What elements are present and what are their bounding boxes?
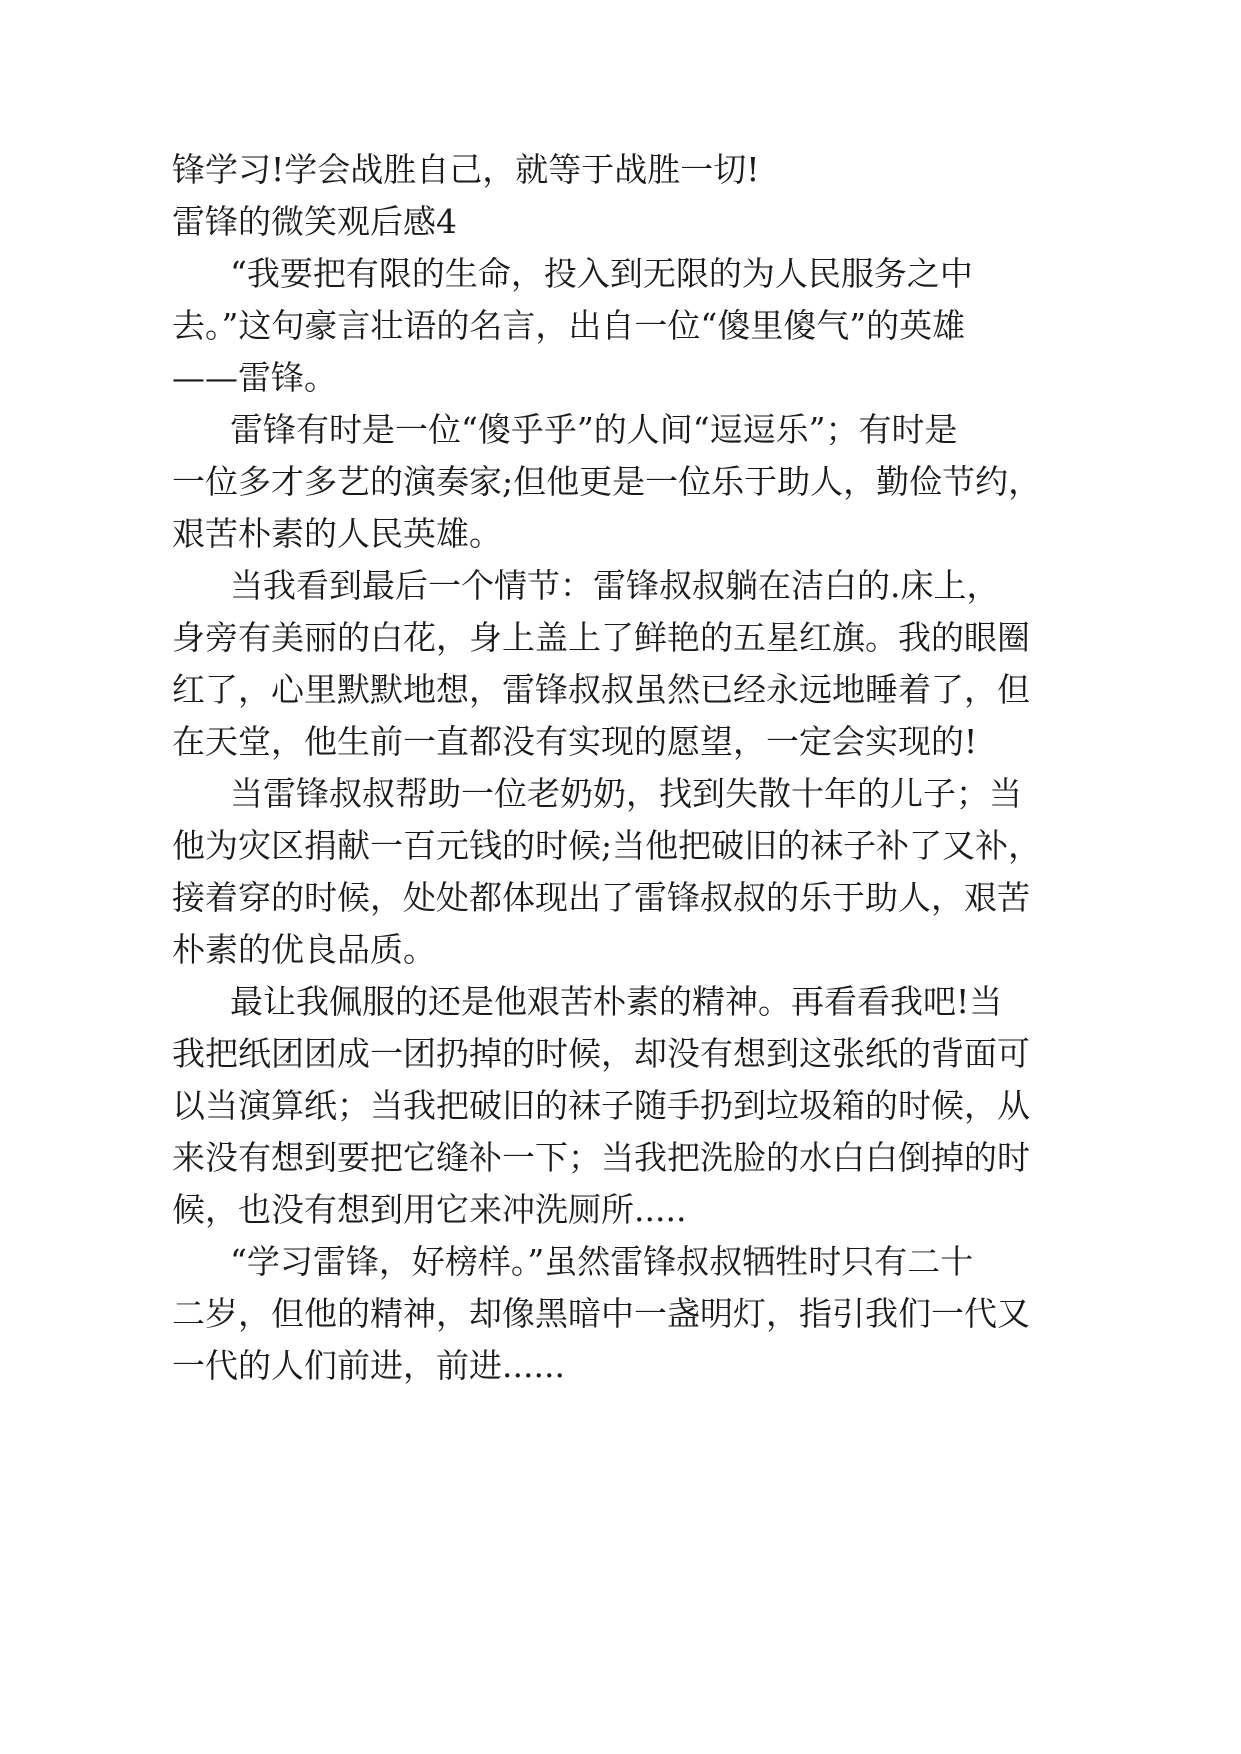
text-line (0, 722, 1241, 762)
text-line-content: 接着穿的时候，处处都体现出了雷锋叔叔的乐于助人，艰苦 (172, 878, 1030, 917)
text-line-content: 最让我佩服的还是他艰苦朴素的精神。再看看我吧!当 (230, 982, 1003, 1021)
text-line-content: 二岁，但他的精神，却像黑暗中一盏明灯，指引我们一代又 (172, 1294, 1030, 1333)
text-line (0, 618, 1241, 658)
text-line-content: 当我看到最后一个情节：雷锋叔叔躺在洁白的.床上， (230, 566, 1000, 605)
text-line (0, 982, 1241, 1022)
text-line (0, 358, 1241, 398)
text-line (0, 670, 1241, 710)
text-line-content: 一代的人们前进，前进...... (172, 1346, 565, 1385)
text-line-content: “我要把有限的生命，投入到无限的为人民服务之中 (230, 254, 973, 293)
text-line (0, 1242, 1241, 1282)
section-title (0, 202, 1241, 242)
text-line (0, 1346, 1241, 1386)
text-line (0, 566, 1241, 606)
text-line-content: “学习雷锋，好榜样。”虽然雷锋叔叔牺牲时只有二十 (230, 1242, 974, 1281)
text-line-content: ——雷锋。 (172, 358, 337, 397)
text-line-content: 当雷锋叔叔帮助一位老奶奶，找到失散十年的儿子；当 (230, 774, 1022, 813)
text-line-content: 朴素的优良品质。 (172, 930, 436, 969)
text-line (0, 306, 1241, 346)
text-line (0, 930, 1241, 970)
text-line-content: 他为灾区捐献一百元钱的时候;当他把破旧的袜子补了又补， (172, 826, 1042, 865)
text-line-content: 身旁有美丽的白花，身上盖上了鲜艳的五星红旗。我的眼圈 (172, 618, 1030, 657)
text-line-content: 红了，心里默默地想，雷锋叔叔虽然已经永远地睡着了，但 (172, 670, 1030, 709)
text-line (0, 826, 1241, 866)
text-line-content: 我把纸团团成一团扔掉的时候，却没有想到这张纸的背面可 (172, 1034, 1030, 1073)
text-line-content: 去。”这句豪言壮语的名言，出自一位“傻里傻气”的英雄 (172, 306, 966, 345)
text-line-content: 锋学习!学会战胜自己，就等于战胜一切! (172, 150, 760, 189)
text-line-content: 一位多才多艺的演奏家;但他更是一位乐于助人，勤俭节约， (172, 462, 1042, 501)
text-line (0, 410, 1241, 450)
text-line (0, 462, 1241, 502)
text-line (0, 774, 1241, 814)
text-line (0, 878, 1241, 918)
text-line (0, 1138, 1241, 1178)
text-line (0, 150, 1241, 190)
text-line (0, 254, 1241, 294)
text-line-content: 以当演算纸；当我把破旧的袜子随手扔到垃圾箱的时候，从 (172, 1086, 1030, 1125)
text-line-content: 艰苦朴素的人民英雄。 (172, 514, 502, 553)
text-line (0, 1086, 1241, 1126)
text-line (0, 1294, 1241, 1334)
text-line (0, 1034, 1241, 1074)
text-line (0, 514, 1241, 554)
text-line (0, 1190, 1241, 1230)
text-line-content: 来没有想到要把它缝补一下；当我把洗脸的水白白倒掉的时 (172, 1138, 1030, 1177)
text-line-content: 雷锋有时是一位“傻乎乎”的人间“逗逗乐”；有时是 (230, 410, 958, 449)
text-line-content: 在天堂，他生前一直都没有实现的愿望，一定会实现的! (172, 722, 978, 761)
text-line-content: 候，也没有想到用它来冲洗厕所..... (172, 1190, 687, 1229)
section-title-text: 雷锋的微笑观后感4 (172, 202, 457, 241)
